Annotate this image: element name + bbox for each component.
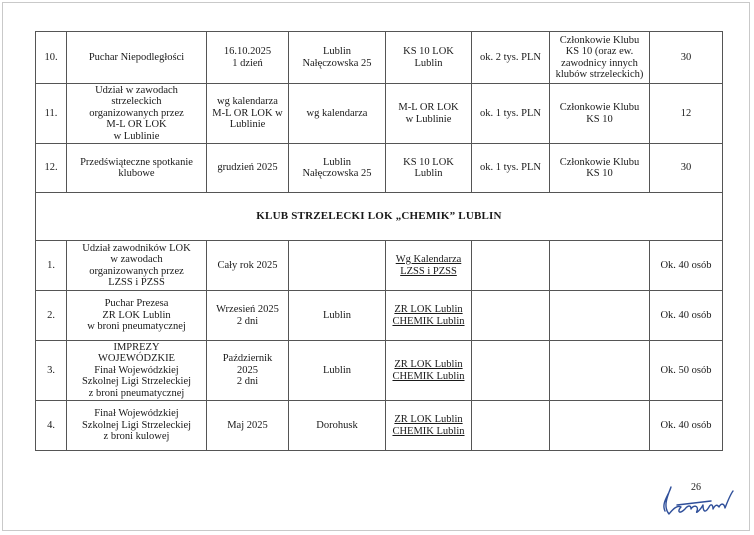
page-number: 26	[691, 482, 701, 493]
event-name: Puchar Niepodległości	[67, 32, 207, 84]
row-number: 10.	[36, 32, 67, 84]
event-organizer: M-L OR LOK w Lublinie	[386, 84, 472, 144]
event-place: Lublin	[289, 341, 386, 401]
event-organizer: ZR LOK Lublin CHEMIK Lublin	[386, 401, 472, 451]
row-number: 3.	[36, 341, 67, 401]
event-participants: Członkowie Klubu KS 10	[550, 84, 650, 144]
event-cost: ok. 1 tys. PLN	[472, 84, 550, 144]
event-date: 16.10.2025 1 dzień	[207, 32, 289, 84]
event-organizer: KS 10 LOK Lublin	[386, 144, 472, 193]
event-organizer: ZR LOK Lublin CHEMIK Lublin	[386, 291, 472, 341]
event-cost: ok. 2 tys. PLN	[472, 32, 550, 84]
event-cost: ok. 1 tys. PLN	[472, 144, 550, 193]
table-row	[36, 144, 723, 193]
participant-count: 12	[650, 84, 723, 144]
participant-count: 30	[650, 144, 723, 193]
event-place: Lublin Nałęczowska 25	[289, 32, 386, 84]
event-participants: Członkowie Klubu KS 10	[550, 144, 650, 193]
event-participants	[550, 401, 650, 451]
event-organizer: KS 10 LOK Lublin	[386, 32, 472, 84]
event-participants	[550, 341, 650, 401]
signature-image	[655, 481, 750, 523]
table-row	[36, 401, 723, 451]
event-date: wg kalendarza M-L OR LOK w Lublinie	[207, 84, 289, 144]
event-date: grudzień 2025	[207, 144, 289, 193]
event-place	[289, 241, 386, 291]
participant-count: Ok. 40 osób	[650, 291, 723, 341]
event-place: Dorohusk	[289, 401, 386, 451]
row-number: 4.	[36, 401, 67, 451]
section-title: KLUB STRZELECKI LOK „CHEMIK” LUBLIN	[36, 193, 723, 241]
event-name: Przedświąteczne spotkanie klubowe	[67, 144, 207, 193]
event-date: Wrzesień 2025 2 dni	[207, 291, 289, 341]
event-date: Maj 2025	[207, 401, 289, 451]
event-place: Lublin Nałęczowska 25	[289, 144, 386, 193]
table-row	[36, 341, 723, 401]
event-cost	[472, 341, 550, 401]
event-name: Udział w zawodach strzeleckich organizowanych przez M-L OR LOK w Lublinie	[67, 84, 207, 144]
event-participants	[550, 241, 650, 291]
events-table	[35, 31, 723, 451]
row-number: 11.	[36, 84, 67, 144]
event-organizer: ZR LOK Lublin CHEMIK Lublin	[386, 341, 472, 401]
event-date: Październik 2025 2 dni	[207, 341, 289, 401]
event-place: Lublin	[289, 291, 386, 341]
event-organizer: Wg Kalendarza LZSS i PZSS	[386, 241, 472, 291]
table-row	[36, 291, 723, 341]
table-row	[36, 32, 723, 84]
section-row	[36, 193, 723, 241]
event-name: IMPREZY WOJEWÓDZKIE Finał Wojewódzkiej Szkolnej Ligi Strzeleckiej z broni pneumatycznej	[67, 341, 207, 401]
event-place: wg kalendarza	[289, 84, 386, 144]
event-cost	[472, 401, 550, 451]
event-name: Puchar Prezesa ZR LOK Lublin w broni pneumatycznej	[67, 291, 207, 341]
row-number: 1.	[36, 241, 67, 291]
row-number: 2.	[36, 291, 67, 341]
participant-count: 30	[650, 32, 723, 84]
participant-count: Ok. 40 osób	[650, 241, 723, 291]
event-cost	[472, 241, 550, 291]
event-cost	[472, 291, 550, 341]
event-participants	[550, 291, 650, 341]
event-name: Udział zawodników LOK w zawodach organizowanych przez LZSS i PZSS	[67, 241, 207, 291]
table-row	[36, 84, 723, 144]
event-date: Cały rok 2025	[207, 241, 289, 291]
row-number: 12.	[36, 144, 67, 193]
participant-count: Ok. 40 osób	[650, 401, 723, 451]
event-name: Finał Wojewódzkiej Szkolnej Ligi Strzeleckiej z broni kulowej	[67, 401, 207, 451]
table-row	[36, 241, 723, 291]
event-participants: Członkowie Klubu KS 10 (oraz ew. zawodnicy innych klubów strzeleckich)	[550, 32, 650, 84]
participant-count: Ok. 50 osób	[650, 341, 723, 401]
